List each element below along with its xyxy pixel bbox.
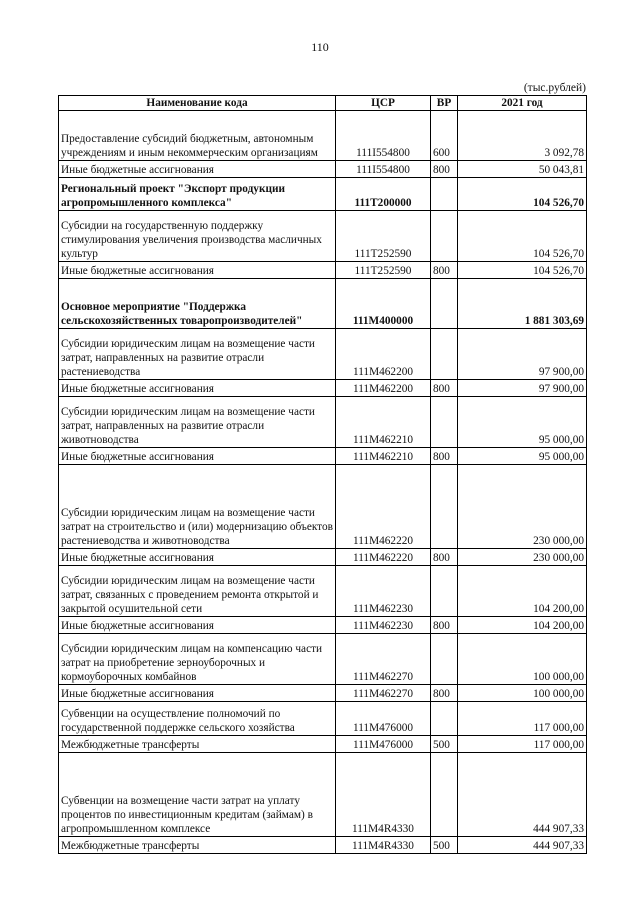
cell-csr: 111T252590 (336, 211, 431, 262)
cell-sum: 100 000,00 (458, 685, 587, 702)
cell-vr: 800 (431, 448, 458, 465)
table-row (59, 211, 587, 262)
cell-sum: 117 000,00 (458, 736, 587, 753)
cell-csr: 111M476000 (336, 736, 431, 753)
cell-sum: 97 900,00 (458, 380, 587, 397)
table-header-row (59, 96, 587, 111)
table-row (59, 262, 587, 279)
page-number: 110 (311, 40, 329, 54)
cell-vr (431, 178, 458, 211)
table-row (59, 617, 587, 634)
cell-vr (431, 329, 458, 380)
cell-csr: 111M462230 (336, 617, 431, 634)
cell-name: Региональный проект "Экспорт продукции агропромышленного комплекса" (59, 178, 336, 211)
cell-csr: 111M462230 (336, 566, 431, 617)
cell-vr (431, 279, 458, 329)
cell-csr: 111M462270 (336, 634, 431, 685)
cell-name: Субсидии юридическим лицам на возмещение части затрат на строительство и (или) модернизацию объектов растениеводства и животноводства (59, 465, 336, 549)
cell-name: Основное мероприятие "Поддержка сельскохозяйственных товаропроизводителей" (59, 279, 336, 329)
cell-vr (431, 566, 458, 617)
cell-name: Межбюджетные трансферты (59, 736, 336, 753)
cell-name: Субсидии юридическим лицам на возмещение части затрат, связанных с проведением ремонта открытой и закрытой осушительной сети (59, 566, 336, 617)
table-row (59, 329, 587, 380)
cell-sum: 95 000,00 (458, 448, 587, 465)
cell-sum: 230 000,00 (458, 549, 587, 566)
cell-csr: 111M462210 (336, 448, 431, 465)
header-vr: ВР (431, 96, 458, 111)
cell-csr: 111I554800 (336, 161, 431, 178)
cell-name: Субвенции на осуществление полномочий по государственной поддержке сельского хозяйства (59, 702, 336, 736)
cell-vr (431, 397, 458, 448)
cell-vr: 800 (431, 617, 458, 634)
cell-sum: 444 907,33 (458, 837, 587, 854)
cell-sum: 95 000,00 (458, 397, 587, 448)
cell-name: Иные бюджетные ассигнования (59, 262, 336, 279)
table-row (59, 397, 587, 448)
table-row (59, 549, 587, 566)
cell-sum: 104 200,00 (458, 566, 587, 617)
cell-sum: 50 043,81 (458, 161, 587, 178)
cell-csr: 111M4R4330 (336, 753, 431, 837)
table-row (59, 753, 587, 837)
cell-vr (431, 702, 458, 736)
cell-name: Субвенции на возмещение части затрат на уплату процентов по инвестиционным кредитам (займам) в агропромышленном комплексе (59, 753, 336, 837)
cell-name: Субсидии юридическим лицам на возмещение части затрат, направленных на развитие отрасли животноводства (59, 397, 336, 448)
cell-csr: 111T200000 (336, 178, 431, 211)
cell-csr: 111M462200 (336, 380, 431, 397)
table-row (59, 178, 587, 211)
cell-vr: 800 (431, 380, 458, 397)
units-note: (тыс.рублей) (523, 82, 586, 94)
cell-csr: 111T252590 (336, 262, 431, 279)
cell-sum: 1 881 303,69 (458, 279, 587, 329)
cell-sum: 3 092,78 (458, 111, 587, 161)
cell-vr: 800 (431, 161, 458, 178)
table-body (59, 111, 587, 854)
cell-vr (431, 211, 458, 262)
table-row (59, 448, 587, 465)
cell-name: Межбюджетные трансферты (59, 837, 336, 854)
cell-sum: 444 907,33 (458, 753, 587, 837)
header-csr: ЦСР (336, 96, 431, 111)
table-row (59, 465, 587, 549)
cell-vr (431, 465, 458, 549)
cell-name: Иные бюджетные ассигнования (59, 617, 336, 634)
cell-csr: 111M4R4330 (336, 837, 431, 854)
cell-csr: 111M462220 (336, 465, 431, 549)
table-row (59, 161, 587, 178)
cell-vr: 800 (431, 685, 458, 702)
cell-sum: 100 000,00 (458, 634, 587, 685)
cell-csr: 111M400000 (336, 279, 431, 329)
cell-csr: 111M462220 (336, 549, 431, 566)
cell-name: Иные бюджетные ассигнования (59, 380, 336, 397)
header-name: Наименование кода (59, 96, 336, 111)
cell-vr (431, 634, 458, 685)
cell-csr: 111M476000 (336, 702, 431, 736)
table-row (59, 380, 587, 397)
cell-csr: 111I554800 (336, 111, 431, 161)
cell-sum: 104 526,70 (458, 211, 587, 262)
cell-name: Иные бюджетные ассигнования (59, 448, 336, 465)
cell-vr (431, 753, 458, 837)
table-row (59, 837, 587, 854)
cell-vr: 600 (431, 111, 458, 161)
header-year: 2021 год (458, 96, 587, 111)
cell-sum: 230 000,00 (458, 465, 587, 549)
cell-sum: 117 000,00 (458, 702, 587, 736)
cell-sum: 104 526,70 (458, 178, 587, 211)
cell-csr: 111M462200 (336, 329, 431, 380)
cell-name: Иные бюджетные ассигнования (59, 685, 336, 702)
budget-table (58, 95, 587, 854)
cell-vr: 800 (431, 262, 458, 279)
table-row (59, 111, 587, 161)
table-row (59, 634, 587, 685)
table-row (59, 736, 587, 753)
cell-sum: 97 900,00 (458, 329, 587, 380)
cell-vr: 500 (431, 736, 458, 753)
cell-name: Субсидии юридическим лицам на компенсацию части затрат на приобретение зерноуборочных и кормоуборочных комбайнов (59, 634, 336, 685)
cell-name: Предоставление субсидий бюджетным, автономным учреждениям и иным некоммерческим организациям (59, 111, 336, 161)
cell-sum: 104 200,00 (458, 617, 587, 634)
cell-sum: 104 526,70 (458, 262, 587, 279)
table-row (59, 702, 587, 736)
cell-vr: 500 (431, 837, 458, 854)
cell-name: Субсидии юридическим лицам на возмещение части затрат, направленных на развитие отрасли растениеводства (59, 329, 336, 380)
cell-vr: 800 (431, 549, 458, 566)
cell-csr: 111M462270 (336, 685, 431, 702)
table-row (59, 685, 587, 702)
table-row (59, 279, 587, 329)
cell-csr: 111M462210 (336, 397, 431, 448)
table-row (59, 566, 587, 617)
cell-name: Иные бюджетные ассигнования (59, 161, 336, 178)
cell-name: Иные бюджетные ассигнования (59, 549, 336, 566)
cell-name: Субсидии на государственную поддержку стимулирования увеличения производства масличных культур (59, 211, 336, 262)
